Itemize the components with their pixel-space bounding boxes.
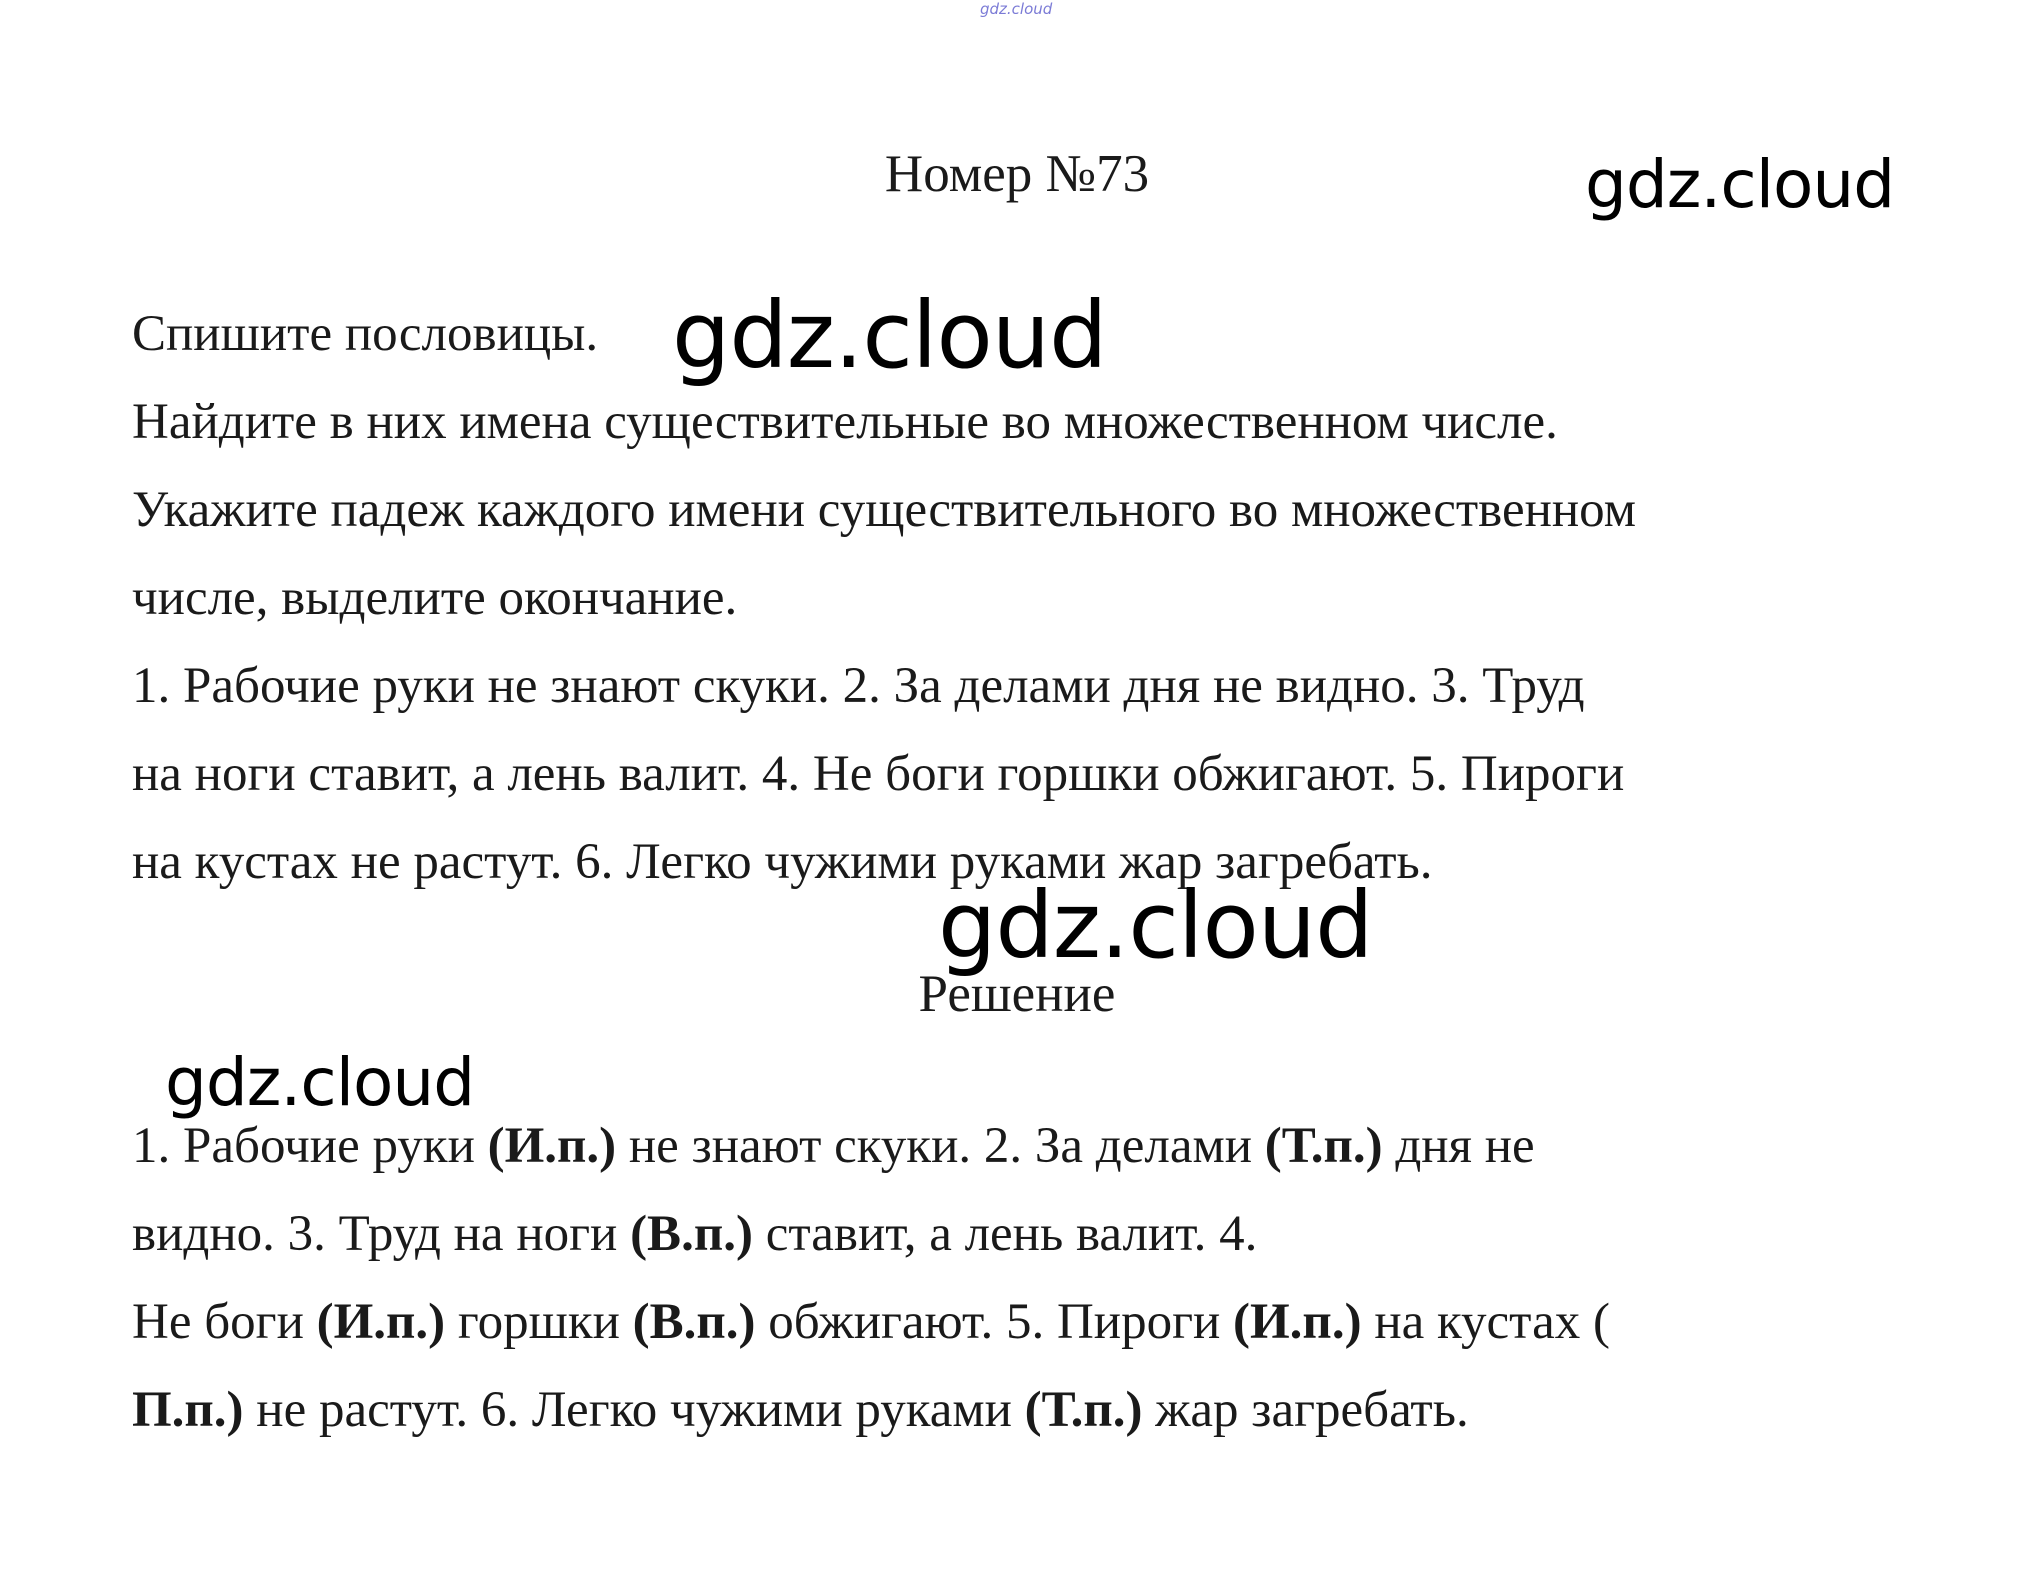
- case-label: (Т.п.): [1024, 1382, 1143, 1438]
- case-label: (В.п.): [630, 1206, 753, 1262]
- task-line: Спишите пословицы.: [132, 306, 599, 362]
- task-line: на кустах не растут. 6. Легко чужими руками жар загребать.: [132, 834, 1433, 890]
- text-run: 1. Рабочие руки: [132, 1118, 488, 1174]
- text-run: жар загребать.: [1142, 1382, 1469, 1438]
- title-text: Номер №73: [884, 145, 1150, 203]
- solution-text: [132, 1102, 1932, 1454]
- case-label: (И.п.): [487, 1118, 617, 1174]
- solution-line: [132, 1366, 1932, 1454]
- watermark-mid-task: gdz.cloud: [672, 282, 1107, 389]
- watermark-above-solution: gdz.cloud: [938, 872, 1373, 979]
- text-run: ставит, а лень валит. 4.: [752, 1206, 1258, 1262]
- case-label: (И.п.): [1233, 1294, 1362, 1350]
- text-run: не растут. 6. Легко чужими руками: [243, 1382, 1025, 1438]
- watermark-top-right: gdz.cloud: [1585, 146, 1895, 223]
- watermark-tiny: gdz.cloud: [980, 0, 1053, 18]
- task-line: Укажите падеж каждого имени существительного во множественном: [132, 482, 1636, 538]
- solution-line: [132, 1102, 1932, 1190]
- solution-line: [132, 1278, 1932, 1366]
- solution-heading: Решение: [918, 965, 1116, 1023]
- text-run: дня не: [1382, 1118, 1535, 1174]
- case-label: (В.п.): [632, 1294, 756, 1350]
- task-line: числе, выделите окончание.: [132, 570, 738, 626]
- text-run: горшки: [445, 1294, 633, 1350]
- task-line: 1. Рабочие руки не знают скуки. 2. За делами дня не видно. 3. Труд: [132, 658, 1585, 714]
- task-line: на ноги ставит, а лень валит. 4. Не боги горшки обжигают. 5. Пироги: [132, 746, 1625, 802]
- case-label: (И.п.): [316, 1294, 446, 1350]
- text-run: Не боги: [132, 1294, 317, 1350]
- text-run: на кустах (: [1361, 1294, 1610, 1350]
- watermark-left-answer: gdz.cloud: [165, 1044, 475, 1121]
- case-label: П.п.): [132, 1382, 244, 1438]
- text-run: видно. 3. Труд на ноги: [132, 1206, 631, 1262]
- case-label: (Т.п.): [1264, 1118, 1383, 1174]
- text-run: обжигают. 5. Пироги: [755, 1294, 1234, 1350]
- text-run: не знают скуки. 2. За делами: [616, 1118, 1265, 1174]
- solution-line: [132, 1190, 1932, 1278]
- task-line: Найдите в них имена существительные во множественном числе.: [132, 394, 1558, 450]
